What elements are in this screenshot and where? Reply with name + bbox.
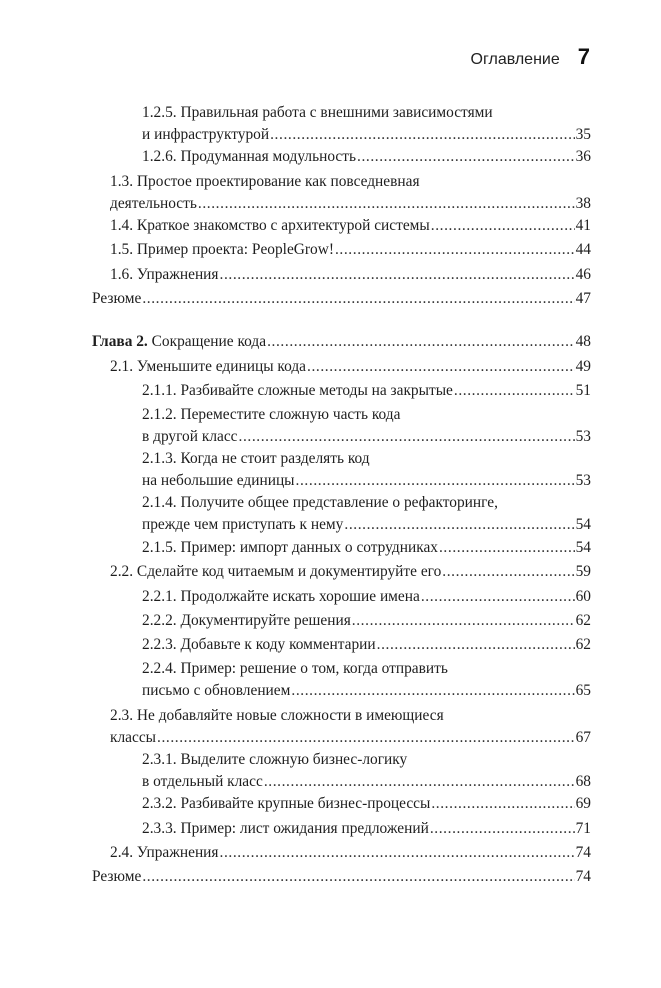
leader-dots: [142, 288, 574, 310]
leader-dots: [352, 610, 575, 632]
running-header: [471, 44, 590, 70]
toc-entry: [142, 380, 591, 402]
toc-entry-title-line: 1.2.5. Правильная работа с внешними зависимостями: [142, 104, 493, 121]
toc-entry: [142, 404, 591, 447]
toc-entry: [142, 448, 591, 491]
leader-dots: [198, 193, 575, 215]
toc-entry-title: деятельность: [110, 194, 197, 212]
toc-entry: [142, 749, 591, 792]
toc-entry-title: 2.2.2. Документируйте решения: [142, 612, 351, 629]
toc-entry-title-line: 2.2.4. Пример: решение о том, когда отправить: [142, 660, 448, 677]
toc-entry-page: 36: [575, 148, 591, 165]
toc-entry: [142, 610, 591, 632]
leader-dots: [344, 514, 574, 536]
toc-entry: [142, 102, 591, 145]
leader-dots: [157, 727, 575, 749]
leader-dots: [239, 426, 575, 448]
toc-entry: [142, 146, 591, 168]
toc-entry-title: 2.3.3. Пример: лист ожидания предложений: [142, 820, 429, 837]
toc-entry-title: в другой класс: [142, 427, 238, 445]
leader-dots: [431, 793, 574, 815]
leader-dots: [335, 239, 575, 261]
toc-entry: [92, 288, 591, 310]
toc-chapter-entry: [92, 331, 591, 353]
toc-entry-title: 2.2. Сделайте код читаемым и документируйте его: [110, 563, 442, 580]
leader-dots: [220, 842, 575, 864]
toc-entry-page: 62: [575, 636, 591, 653]
toc-entry-title: Сокращение кода: [151, 333, 267, 350]
toc-entry-page: 53: [575, 471, 591, 489]
toc-entry-page: 74: [575, 844, 591, 861]
leader-dots: [421, 586, 575, 608]
toc-entry-page: 74: [575, 868, 591, 885]
toc-entry-page: 48: [575, 333, 591, 350]
toc-entry-title: в отдельный класс: [142, 772, 263, 790]
leader-dots: [430, 818, 575, 840]
toc-entry: [110, 264, 591, 286]
leader-dots: [357, 146, 575, 168]
leader-dots: [431, 215, 575, 237]
leader-dots: [454, 380, 575, 402]
toc-entry-title: 2.1.1. Разбивайте сложные методы на закрытые: [142, 382, 453, 399]
toc-entry-title-line: 1.3. Простое проектирование как повседневная: [110, 173, 420, 190]
toc-entry-page: 60: [575, 588, 591, 605]
page-number: 7: [577, 44, 590, 69]
toc-entry: [110, 239, 591, 261]
toc-entry-title-line: 2.1.2. Переместите сложную часть кода: [142, 406, 401, 423]
toc-entry-page: 68: [575, 772, 591, 790]
toc-entry-title-line: 2.1.4. Получите общее представление о рефакторинге,: [142, 494, 498, 511]
leader-dots: [307, 356, 575, 378]
toc-entry: [110, 705, 591, 748]
toc-entry-title: 2.2.1. Продолжайте искать хорошие имена: [142, 588, 420, 605]
toc-entry-title: письмо с обновлением: [142, 681, 291, 699]
toc-entry-title: 2.1.5. Пример: импорт данных о сотрудниках: [142, 539, 438, 556]
leader-dots: [267, 331, 575, 353]
toc-entry-page: 69: [575, 795, 591, 812]
toc-entry-page: 47: [575, 290, 591, 307]
toc-entry-page: 62: [575, 612, 591, 629]
toc-entry: [142, 818, 591, 840]
toc-entry-page: 44: [575, 241, 591, 258]
toc-entry: [110, 356, 591, 378]
toc-entry-page: 51: [575, 382, 591, 399]
leader-dots: [442, 561, 574, 583]
toc-entry-title: 1.4. Краткое знакомство с архитектурой системы: [110, 217, 430, 234]
toc-entry: [142, 634, 591, 656]
leader-dots: [439, 537, 575, 559]
toc-entry: [142, 793, 591, 815]
toc-entry: [110, 215, 591, 237]
toc-entry: [142, 492, 591, 535]
toc-entry-page: 59: [575, 563, 591, 580]
toc-entry-title-line: 2.3.1. Выделите сложную бизнес-логику: [142, 751, 408, 768]
toc-entry-page: 67: [575, 728, 591, 746]
toc-entry: [92, 866, 591, 888]
toc-entry-page: 71: [575, 820, 591, 837]
toc-entry: [142, 586, 591, 608]
toc-entry-title: 1.2.6. Продуманная модульность: [142, 148, 356, 165]
leader-dots: [142, 866, 574, 888]
leader-dots: [296, 470, 575, 492]
toc-entry-title: Резюме: [92, 290, 142, 307]
toc-entry: [110, 561, 591, 583]
toc-entry-title: 2.3.2. Разбивайте крупные бизнес-процессы: [142, 795, 431, 812]
toc-entry-title: на небольшие единицы: [142, 471, 295, 489]
toc-entry-title: и инфраструктурой: [142, 125, 270, 143]
toc-entry-title-line: 2.3. Не добавляйте новые сложности в имеющиеся: [110, 707, 444, 724]
toc-entry: [142, 537, 591, 559]
toc-entry-title: классы: [110, 728, 156, 746]
toc-entry-page: 53: [575, 427, 591, 445]
toc-entry: [142, 658, 591, 701]
toc-entry-title: прежде чем приступать к нему: [142, 515, 344, 533]
toc-entry-page: 46: [575, 266, 591, 283]
toc-entry-title: 2.2.3. Добавьте к коду комментарии: [142, 636, 376, 653]
toc-entry-title: 2.4. Упражнения: [110, 844, 219, 861]
toc-entry-page: 35: [575, 125, 591, 143]
leader-dots: [377, 634, 575, 656]
toc-entry-page: 41: [575, 217, 591, 234]
leader-dots: [220, 264, 575, 286]
toc-entry: [110, 842, 591, 864]
chapter-label: Глава 2.: [92, 333, 148, 350]
toc-entry-title: 1.5. Пример проекта: PeopleGrow!: [110, 241, 334, 258]
toc-entry-page: 54: [575, 539, 591, 556]
toc-entry-page: 54: [575, 515, 591, 533]
toc-entry-page: 49: [575, 358, 591, 375]
toc-entry-page: 38: [575, 194, 591, 212]
toc-entry-title: 2.1. Уменьшите единицы кода: [110, 358, 306, 375]
toc-entry-page: 65: [575, 681, 591, 699]
toc-entry-title: Резюме: [92, 868, 142, 885]
leader-dots: [291, 680, 574, 702]
toc-entry-title-line: 2.1.3. Когда не стоит разделять код: [142, 450, 370, 467]
toc-entry: [110, 171, 591, 214]
leader-dots: [264, 771, 575, 793]
leader-dots: [270, 124, 575, 146]
running-title: Оглавление: [470, 51, 560, 68]
toc-entry-title: 1.6. Упражнения: [110, 266, 219, 283]
